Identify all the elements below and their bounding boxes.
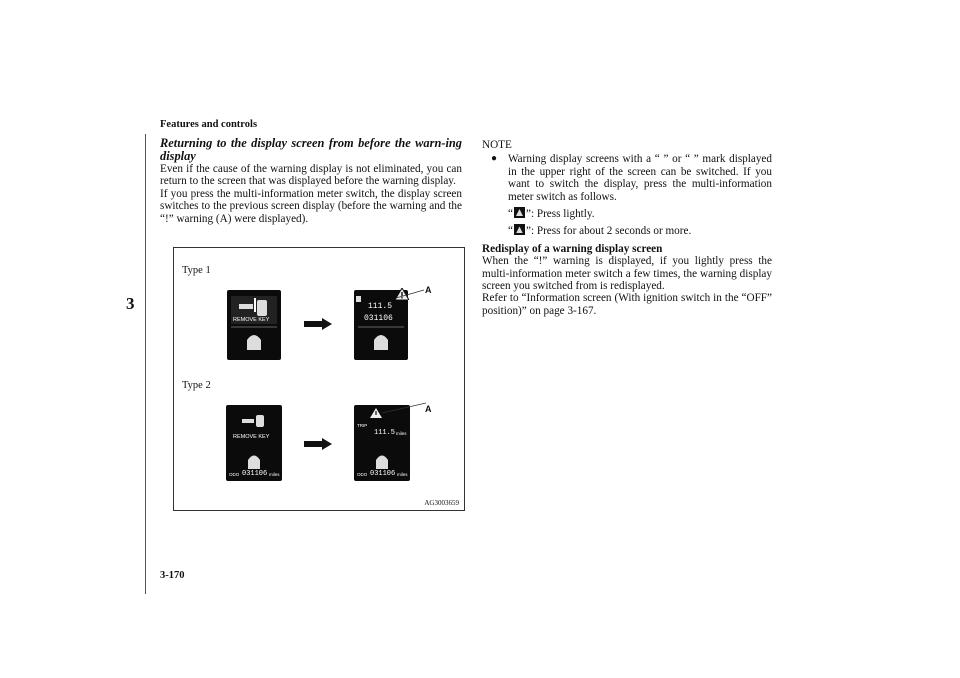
section-header: Features and controls (160, 119, 258, 130)
arrow-right-icon (304, 438, 332, 450)
trip-value: 111.5 (374, 429, 396, 437)
callout-a: A (425, 404, 432, 414)
figure-display-screens (173, 247, 465, 511)
odo-value: 031106 (364, 314, 393, 323)
callout-line (382, 286, 426, 302)
unit-label: miles (397, 472, 408, 477)
trip-label: TRIP (357, 423, 368, 428)
page-number: 3-170 (160, 570, 185, 581)
remove-key-illustration (227, 290, 281, 360)
note-title: NOTE (482, 139, 512, 151)
odo-label: ODO (357, 472, 368, 477)
trip-value: 111.5 (368, 302, 393, 311)
unit-label: miles (396, 431, 407, 436)
note-press-long-text: : Press for about 2 seconds or more. (530, 225, 692, 238)
redisplay-heading: Redisplay of a warning display screen (482, 242, 663, 255)
unit-label: miles (269, 472, 280, 477)
callout-line (382, 401, 426, 415)
switch-mark-icon (514, 207, 525, 218)
callout-a: A (425, 285, 432, 295)
section-heading: Returning to the display screen from before the warn-ing display (160, 136, 462, 163)
right-column (482, 139, 772, 317)
paragraph: Refer to “Information screen (With ignition switch in the “OFF” position)” on page 3-167. (482, 292, 772, 317)
note-text: Warning display screens with a “ ” or “ ” mark displayed in the upper right of the screen can be switched. If you want to switch the display, press the multi-information meter switch as follows. (508, 153, 772, 203)
paragraph: If you press the multi-information meter switch, the display screen switches to the previous screen display (before the warning and the “!” warning (A) were displayed). (160, 187, 462, 225)
chapter-number: 3 (126, 294, 135, 313)
warning-icon (370, 408, 382, 418)
bullet-icon: ● (491, 153, 498, 165)
odo-label: ODO (229, 472, 240, 477)
odo-value: 031106 (370, 470, 396, 478)
figure-code: AG3003659 (424, 499, 459, 507)
switch-mark-icon (514, 224, 525, 235)
arrow-right-icon (304, 318, 332, 330)
paragraph: When the “!” warning is displayed, if you lightly press the multi-information meter switch a few times, the warning display screen you switched from is redisplayed. (482, 255, 772, 293)
chapter-divider (145, 134, 146, 594)
type2-label: Type 2 (182, 380, 211, 391)
paragraph: Even if the cause of the warning display is not eliminated, you can return to the screen that was displayed before the warning display. (160, 163, 462, 188)
odo-value: 031106 (242, 470, 268, 478)
note-item (482, 153, 772, 237)
note-press-long: “ ”: Press for about 2 seconds or more. (508, 225, 692, 238)
screen-remove-key-type1 (227, 290, 281, 360)
left-column (160, 137, 462, 225)
type1-label: Type 1 (182, 265, 211, 276)
remove-key-text: REMOVE KEY (233, 434, 270, 440)
screen-remove-key-type2 (226, 405, 282, 481)
remove-key-text: REMOVE KEY (233, 317, 270, 323)
screen-trip-type2 (354, 405, 410, 481)
note-press-light-text: : Press lightly. (530, 208, 595, 221)
note-press-light: “ ”: Press lightly. (508, 208, 595, 221)
